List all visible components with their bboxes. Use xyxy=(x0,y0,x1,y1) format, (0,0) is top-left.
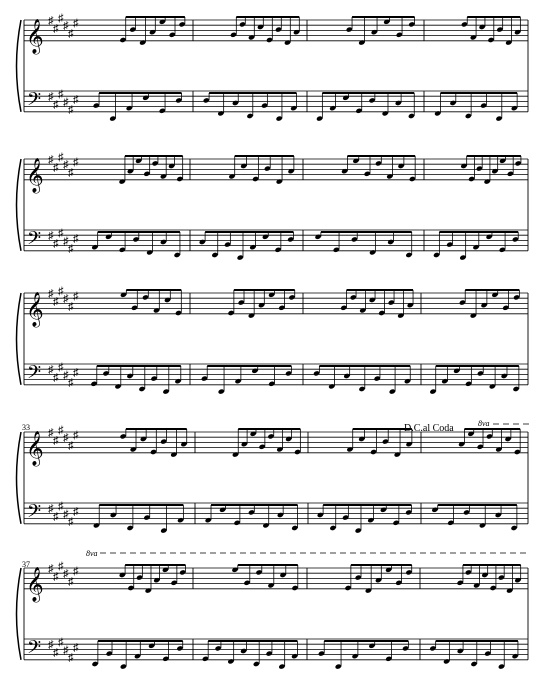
measure-number-33: 33 xyxy=(22,423,30,432)
bass-notes-measure xyxy=(91,232,180,258)
bass-notes-measure xyxy=(316,93,415,122)
bass-notes-measure xyxy=(318,641,409,670)
treble-clef-icon: 𝄞 xyxy=(26,19,44,53)
sharp-sign: ♯ xyxy=(68,440,74,452)
treble-notes-measure xyxy=(457,565,522,594)
sharp-sign: ♯ xyxy=(53,99,59,111)
sharp-sign: ♯ xyxy=(48,154,54,166)
sharp-sign: ♯ xyxy=(58,500,64,513)
sharp-sign: ♯ xyxy=(73,232,79,245)
sharp-sign: ♯ xyxy=(53,511,59,523)
system-5 xyxy=(17,560,529,669)
sharp-sign: ♯ xyxy=(58,151,64,164)
sharp-sign: ♯ xyxy=(63,96,69,109)
bass-notes-measure xyxy=(429,641,518,670)
bass-notes-measure xyxy=(315,232,413,258)
sharp-sign: ♯ xyxy=(48,639,54,652)
sharp-sign: ♯ xyxy=(63,20,69,33)
treble-notes-measure xyxy=(460,156,521,185)
treble-notes-measure xyxy=(228,156,294,185)
measure-number-37: 37 xyxy=(22,560,30,569)
sharp-sign: ♯ xyxy=(58,560,64,573)
treble-notes-measure xyxy=(230,17,300,46)
sharp-sign: ♯ xyxy=(68,516,74,529)
sharp-sign: ♯ xyxy=(68,28,74,40)
treble-notes-measure xyxy=(119,156,184,185)
sharp-sign: ♯ xyxy=(73,641,79,654)
sharp-sign: ♯ xyxy=(48,91,54,104)
sharp-sign: ♯ xyxy=(48,230,54,243)
sharp-sign: ♯ xyxy=(68,243,74,256)
treble-notes-measure xyxy=(346,429,412,458)
bass-notes-measure xyxy=(205,505,299,531)
bass-staff xyxy=(24,636,528,662)
system-1 xyxy=(17,12,529,121)
bass-notes-measure xyxy=(203,93,298,122)
sharp-sign: ♯ xyxy=(48,563,54,575)
system-2 xyxy=(17,151,529,260)
sharp-sign: ♯ xyxy=(63,508,69,521)
bass-notes-measure xyxy=(199,232,295,261)
treble-staff xyxy=(24,290,528,314)
sharp-sign: ♯ xyxy=(63,644,69,657)
treble-staff xyxy=(24,156,528,180)
treble-notes-measure xyxy=(344,565,412,594)
bass-notes-measure xyxy=(313,366,411,395)
sharp-sign: ♯ xyxy=(63,568,69,581)
staff-brace xyxy=(17,568,22,660)
bass-notes-measure xyxy=(429,366,519,395)
sharp-sign: ♯ xyxy=(73,565,79,578)
staff-brace xyxy=(17,432,22,524)
sharp-sign: ♯ xyxy=(63,369,69,382)
sharp-sign: ♯ xyxy=(68,167,74,179)
sharp-sign: ♯ xyxy=(73,93,79,106)
sharp-sign: ♯ xyxy=(48,364,54,377)
system-4 xyxy=(17,424,529,533)
staff-brace xyxy=(17,20,22,112)
bass-notes-measure xyxy=(90,366,181,395)
treble-clef-icon: 𝄞 xyxy=(26,431,44,465)
treble-notes-measure xyxy=(119,17,185,46)
bass-notes-measure xyxy=(91,641,183,670)
bass-notes-measure xyxy=(93,93,183,122)
sharp-sign: ♯ xyxy=(73,17,79,30)
sharp-sign: ♯ xyxy=(68,377,74,390)
sharp-sign: ♯ xyxy=(73,366,79,379)
bass-notes-measure xyxy=(317,505,413,534)
bass-notes-measure xyxy=(431,505,517,531)
sharp-sign: ♯ xyxy=(48,288,54,300)
treble-notes-measure xyxy=(227,290,295,319)
bass-notes-measure xyxy=(434,93,518,122)
bass-clef-icon: 𝄢 xyxy=(27,227,42,253)
dc-al-coda-marking: D.C.al Coda xyxy=(404,423,454,434)
sharp-sign: ♯ xyxy=(63,432,69,445)
treble-clef-icon: 𝄞 xyxy=(26,567,44,601)
sharp-sign: ♯ xyxy=(73,429,79,442)
staff-brace xyxy=(17,293,22,385)
bass-clef-icon: 𝄢 xyxy=(27,636,42,662)
sharp-sign: ♯ xyxy=(68,576,74,588)
bass-notes-measure xyxy=(202,641,298,670)
treble-notes-measure xyxy=(459,290,520,319)
sharp-sign: ♯ xyxy=(68,301,74,313)
system-3 xyxy=(17,285,529,394)
sharp-sign: ♯ xyxy=(58,88,64,101)
staff-brace xyxy=(17,159,22,251)
sharp-sign: ♯ xyxy=(63,159,69,172)
sharp-sign: ♯ xyxy=(53,372,59,384)
treble-notes-measure xyxy=(461,17,521,46)
sharp-sign: ♯ xyxy=(63,235,69,248)
sharp-sign: ♯ xyxy=(63,293,69,306)
sharp-sign: ♯ xyxy=(53,570,59,583)
sharp-sign: ♯ xyxy=(68,652,74,665)
sharp-sign: ♯ xyxy=(73,290,79,303)
treble-notes-measure xyxy=(232,429,301,458)
ottava-marking-system-5: 8va xyxy=(86,549,98,558)
sharp-sign: ♯ xyxy=(48,503,54,516)
ottava-marking-system-4: 8va xyxy=(478,419,490,428)
sharp-sign: ♯ xyxy=(48,15,54,27)
sharp-sign: ♯ xyxy=(73,156,79,169)
sharp-sign: ♯ xyxy=(53,295,59,308)
bass-clef-icon: 𝄢 xyxy=(27,500,42,526)
treble-notes-measure xyxy=(340,290,414,319)
sharp-sign: ♯ xyxy=(58,227,64,240)
treble-notes-measure xyxy=(119,565,187,594)
sharp-sign: ♯ xyxy=(58,361,64,374)
sharp-sign: ♯ xyxy=(53,238,59,250)
sharp-sign: ♯ xyxy=(53,161,59,174)
bass-notes-measure xyxy=(93,505,184,534)
bass-notes-measure xyxy=(433,232,519,261)
bass-notes-measure xyxy=(201,366,292,395)
treble-notes-measure xyxy=(346,17,416,46)
sharp-sign: ♯ xyxy=(68,104,74,117)
sharp-sign: ♯ xyxy=(73,505,79,518)
treble-staff xyxy=(24,565,528,589)
bass-staff xyxy=(24,361,528,387)
sharp-sign: ♯ xyxy=(58,424,64,437)
bass-clef-icon: 𝄢 xyxy=(27,88,42,114)
treble-clef-icon: 𝄞 xyxy=(26,292,44,326)
sharp-sign: ♯ xyxy=(48,427,54,439)
sharp-sign: ♯ xyxy=(58,12,64,25)
treble-clef-icon: 𝄞 xyxy=(26,158,44,192)
treble-staff xyxy=(24,429,528,453)
sharp-sign: ♯ xyxy=(53,434,59,447)
sharp-sign: ♯ xyxy=(58,636,64,649)
sharp-sign: ♯ xyxy=(53,647,59,659)
sharp-sign: ♯ xyxy=(53,22,59,35)
bass-clef-icon: 𝄢 xyxy=(27,361,42,387)
sharp-sign: ♯ xyxy=(58,285,64,298)
treble-notes-measure xyxy=(119,429,187,458)
